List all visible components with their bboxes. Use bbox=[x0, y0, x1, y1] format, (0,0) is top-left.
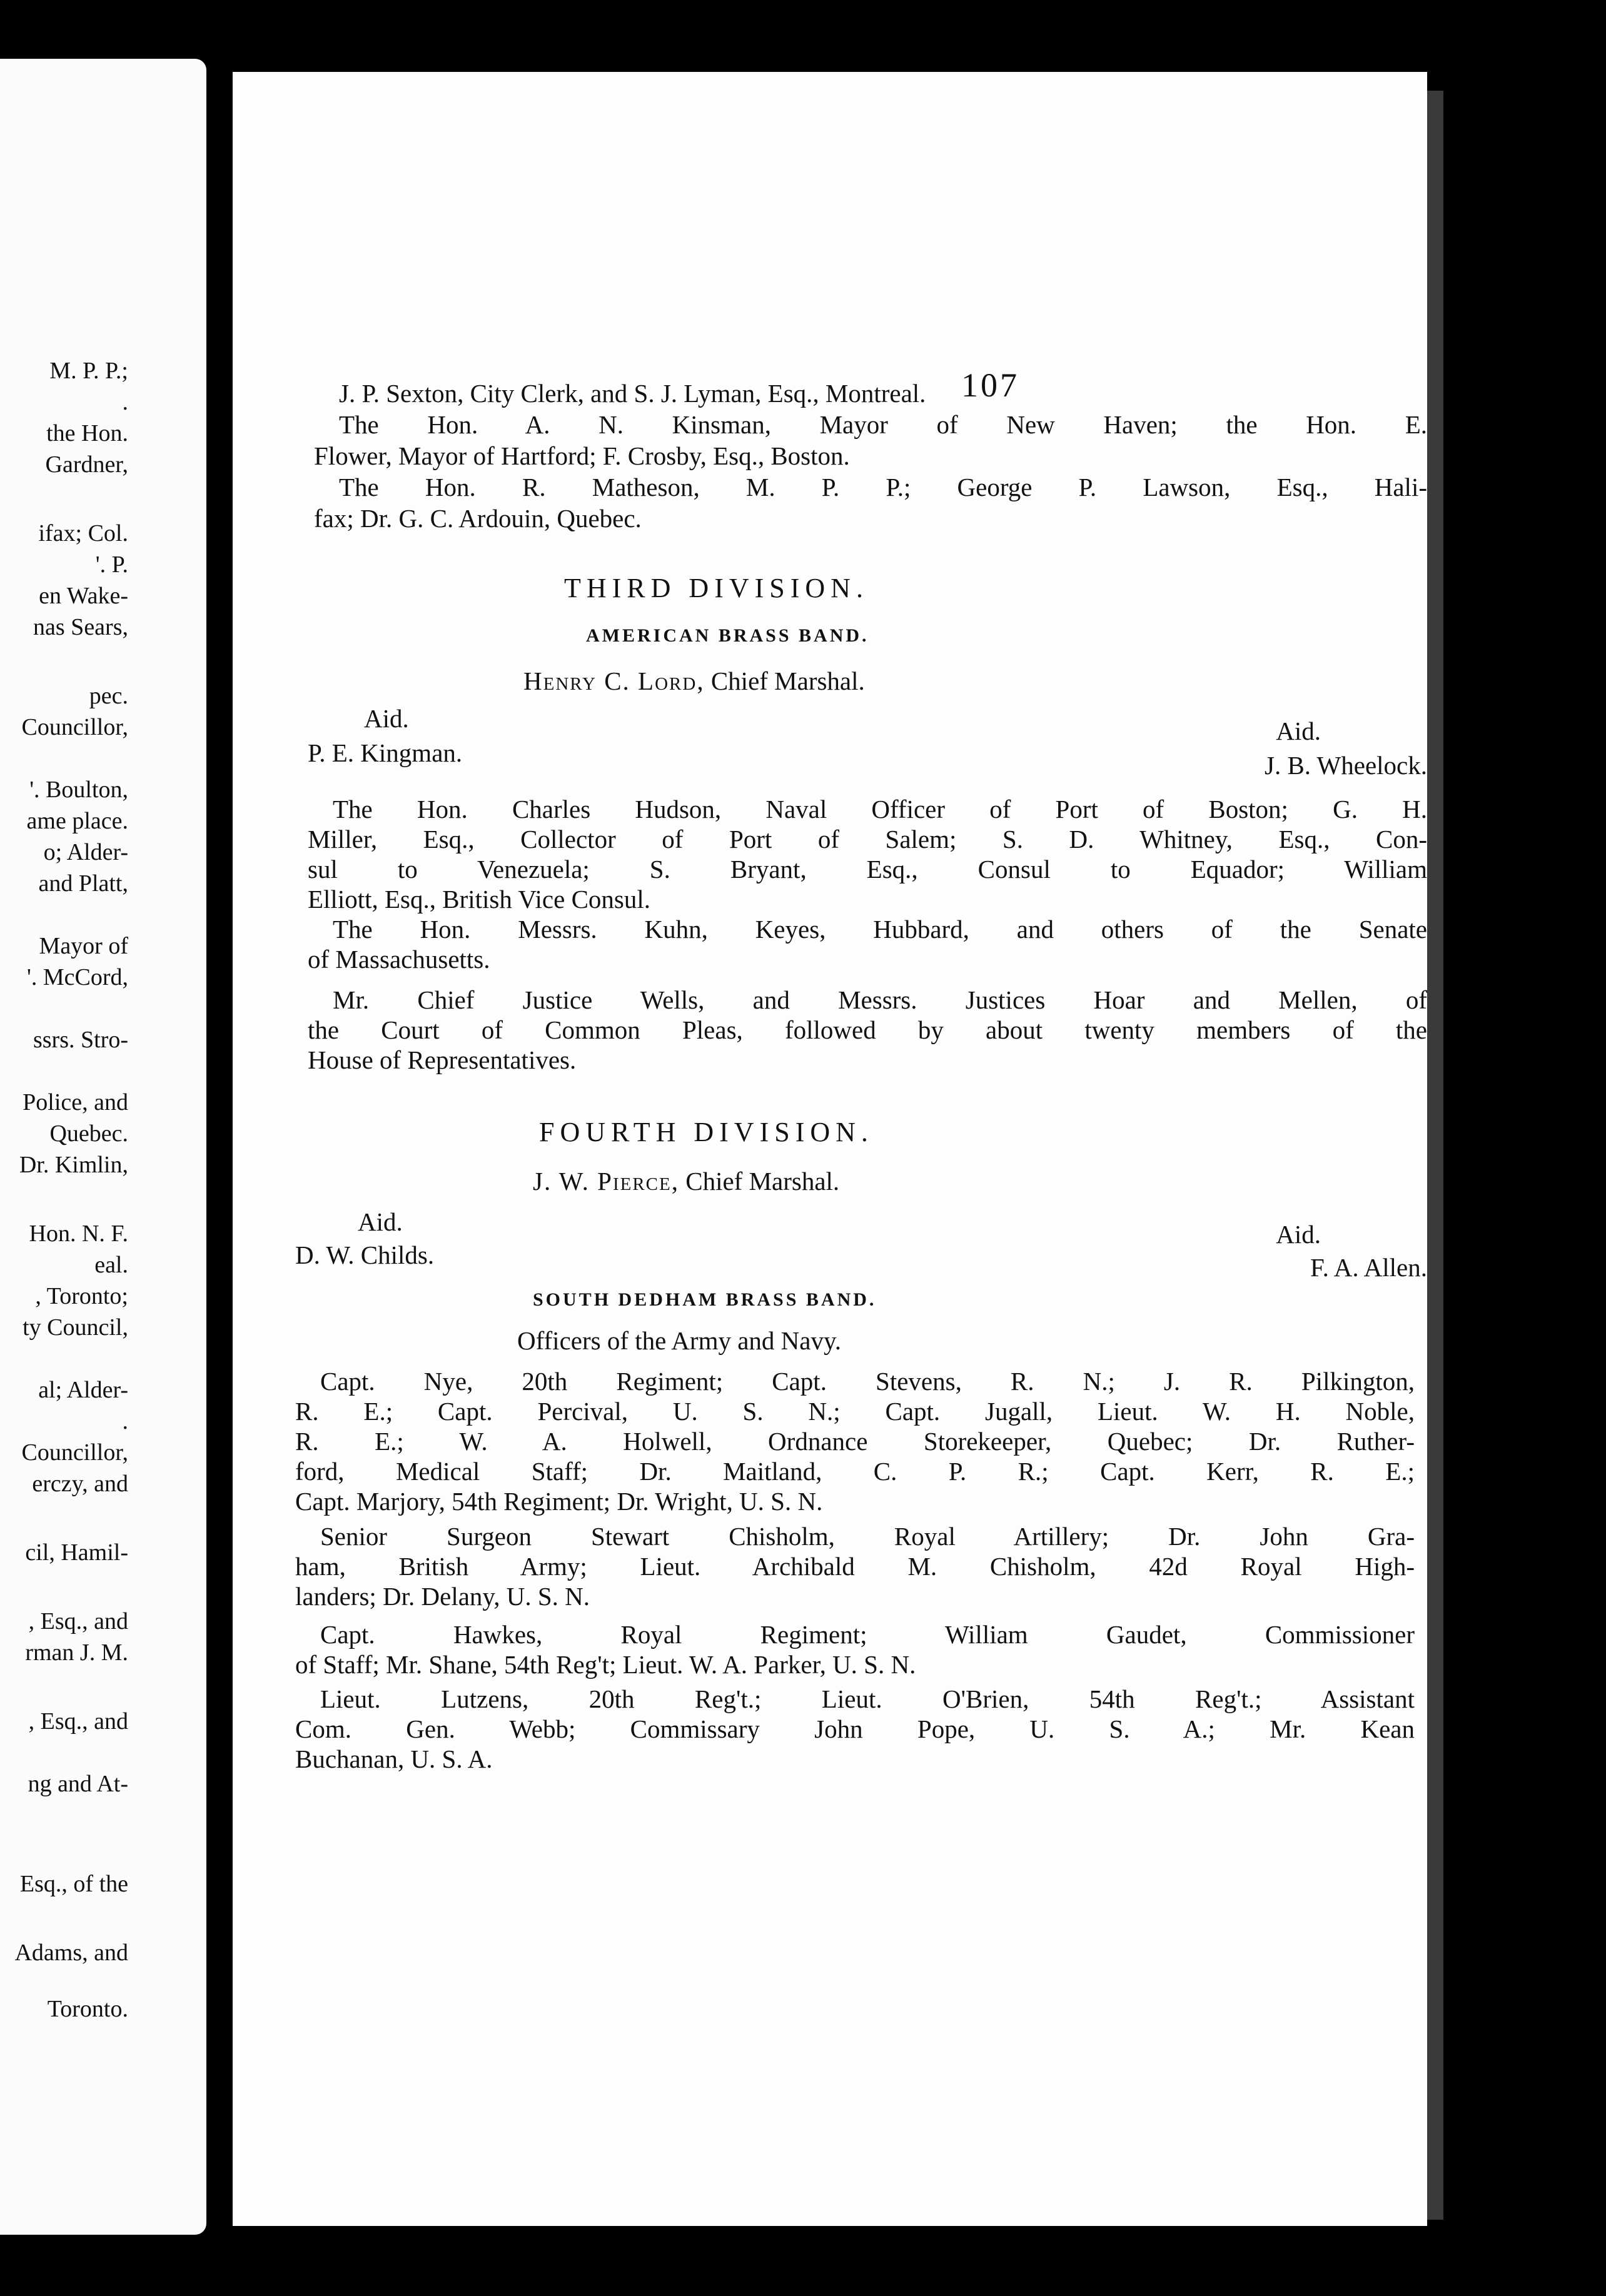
page-edge-shadow bbox=[1427, 91, 1443, 2220]
fourth-division-line: R. E.; Capt. Percival, U. S. N.; Capt. Jugall, Lieut. W. H. Noble, bbox=[295, 1397, 1415, 1426]
third-division-line: Elliott, Esq., British Vice Consul. bbox=[308, 885, 651, 914]
fourth-division-line: Capt. Marjory, 54th Regiment; Dr. Wright, U. S. N. bbox=[295, 1487, 823, 1516]
aid-label-right: Aid. bbox=[1276, 1220, 1321, 1249]
fourth-division-line: Com. Gen. Webb; Commissary John Pope, U. S. A.; Mr. Kean bbox=[295, 1714, 1415, 1743]
intro-line: Flower, Mayor of Hartford; F. Crosby, Esq., Boston. bbox=[314, 441, 850, 470]
intro-line: The Hon. R. Matheson, M. P. P.; George P. Lawson, Esq., Hali- bbox=[339, 473, 1427, 501]
left-page-line: the Hon. bbox=[46, 420, 128, 446]
left-page-line: Hon. N. F. bbox=[29, 1221, 128, 1247]
third-division-line: House of Representatives. bbox=[308, 1045, 577, 1074]
left-page-line: , Esq., and bbox=[28, 1708, 128, 1735]
third-division-line: the Court of Common Pleas, followed by about twenty members of the bbox=[308, 1015, 1427, 1044]
fourth-division-line: of Staff; Mr. Shane, 54th Reg't; Lieut. W. A. Parker, U. S. N. bbox=[295, 1650, 916, 1679]
left-page-line: eal. bbox=[94, 1252, 128, 1278]
left-page-line: Police, and bbox=[23, 1089, 128, 1115]
left-page-line: o; Alder- bbox=[43, 839, 128, 865]
left-page-line: '. P. bbox=[95, 551, 128, 578]
left-page-line: Mayor of bbox=[39, 933, 128, 959]
third-division-line: Mr. Chief Justice Wells, and Messrs. Justices Hoar and Mellen, of bbox=[333, 985, 1427, 1014]
third-division-heading: THIRD DIVISION. bbox=[564, 573, 869, 603]
left-page-line: erczy, and bbox=[32, 1471, 128, 1497]
fourth-division-line: Lieut. Lutzens, 20th Reg't.; Lieut. O'Brien, 54th Reg't.; Assistant bbox=[320, 1684, 1415, 1713]
marshal-title: Chief Marshal. bbox=[685, 1167, 840, 1196]
marshal-name: J. W. Pierce, bbox=[533, 1167, 679, 1196]
third-division-line: The Hon. Charles Hudson, Naval Officer of Port of Boston; G. H. bbox=[333, 795, 1427, 823]
third-division-line: of Massachusetts. bbox=[308, 945, 490, 974]
aid-label-right: Aid. bbox=[1276, 717, 1321, 745]
fourth-division-line: ford, Medical Staff; Dr. Maitland, C. P. R.; Capt. Kerr, R. E.; bbox=[295, 1457, 1415, 1486]
left-page-line: ssrs. Stro- bbox=[33, 1027, 128, 1053]
left-page-line: M. P. P.; bbox=[49, 358, 128, 384]
fourth-division-line: ham, British Army; Lieut. Archibald M. Chisholm, 42d Royal High- bbox=[295, 1552, 1415, 1581]
marshal-title: Chief Marshal. bbox=[710, 667, 865, 695]
left-page-line: Adams, and bbox=[14, 1940, 128, 1966]
aid-name-right: J. B. Wheelock. bbox=[1265, 751, 1427, 780]
fourth-division-band: SOUTH DEDHAM BRASS BAND. bbox=[533, 1289, 877, 1310]
left-page-line: Esq., of the bbox=[19, 1871, 128, 1897]
fourth-division-line: Capt. Nye, 20th Regiment; Capt. Stevens, R. N.; J. R. Pilkington, bbox=[320, 1367, 1415, 1396]
aid-label-left: Aid. bbox=[364, 704, 409, 733]
left-page-line: Toronto. bbox=[47, 1996, 128, 2022]
left-facing-page bbox=[0, 59, 206, 2235]
left-page-line: Councillor, bbox=[21, 1439, 128, 1466]
left-page-line: and Platt, bbox=[38, 870, 128, 897]
left-page-line: , Toronto; bbox=[35, 1283, 128, 1309]
left-page-line: '. McCord, bbox=[26, 964, 128, 990]
third-division-marshal bbox=[523, 666, 865, 696]
fourth-division-line: landers; Dr. Delany, U. S. N. bbox=[295, 1582, 590, 1611]
aid-label-left: Aid. bbox=[358, 1207, 403, 1236]
left-page-line: rman J. M. bbox=[25, 1639, 128, 1666]
intro-line: The Hon. A. N. Kinsman, Mayor of New Haven; the Hon. E. bbox=[339, 410, 1427, 439]
left-page-line: ame place. bbox=[26, 808, 128, 834]
left-page-line: Councillor, bbox=[21, 714, 128, 740]
fourth-division-line: Senior Surgeon Stewart Chisholm, Royal Artillery; Dr. John Gra- bbox=[320, 1522, 1415, 1551]
left-page-line: al; Alder- bbox=[38, 1377, 128, 1403]
intro-line: fax; Dr. G. C. Ardouin, Quebec. bbox=[314, 504, 642, 533]
fourth-division-line: Buchanan, U. S. A. bbox=[295, 1745, 493, 1773]
right-main-page bbox=[233, 72, 1427, 2226]
marshal-name: Henry C. Lord, bbox=[523, 667, 705, 695]
left-page-line: . bbox=[122, 1408, 128, 1434]
fourth-division-subheading: Officers of the Army and Navy. bbox=[517, 1326, 842, 1355]
fourth-division-heading: FOURTH DIVISION. bbox=[539, 1117, 874, 1147]
left-page-line: Gardner, bbox=[45, 451, 128, 478]
left-page-line: cil, Hamil- bbox=[25, 1539, 128, 1566]
aid-name-left: P. E. Kingman. bbox=[308, 738, 463, 767]
third-division-line: Miller, Esq., Collector of Port of Salem; S. D. Whitney, Esq., Con- bbox=[308, 825, 1427, 853]
left-page-line: pec. bbox=[89, 683, 128, 709]
third-division-line: The Hon. Messrs. Kuhn, Keyes, Hubbard, and others of the Senate bbox=[333, 915, 1427, 944]
left-page-line: ng and At- bbox=[28, 1771, 128, 1797]
left-page-line: '. Boulton, bbox=[29, 777, 128, 803]
fourth-division-marshal bbox=[533, 1166, 839, 1196]
third-division-line: sul to Venezuela; S. Bryant, Esq., Consul to Equador; William bbox=[308, 855, 1427, 884]
fourth-division-line: R. E.; W. A. Holwell, Ordnance Storekeeper, Quebec; Dr. Ruther- bbox=[295, 1427, 1415, 1456]
third-division-band: AMERICAN BRASS BAND. bbox=[586, 625, 869, 646]
fourth-division-line: Capt. Hawkes, Royal Regiment; William Gaudet, Commissioner bbox=[320, 1620, 1415, 1649]
left-page-line: ty Council, bbox=[23, 1314, 128, 1341]
left-page-line: , Esq., and bbox=[28, 1608, 128, 1634]
aid-name-right: F. A. Allen. bbox=[1310, 1253, 1427, 1282]
aid-name-left: D. W. Childs. bbox=[295, 1241, 435, 1269]
intro-line: J. P. Sexton, City Clerk, and S. J. Lyman, Esq., Montreal. bbox=[339, 379, 926, 408]
left-page-line: Quebec. bbox=[49, 1120, 128, 1147]
left-page-line: Dr. Kimlin, bbox=[19, 1152, 128, 1178]
left-page-line: en Wake- bbox=[39, 583, 128, 609]
left-page-line: . bbox=[122, 389, 128, 415]
left-page-line: nas Sears, bbox=[33, 614, 128, 640]
left-page-line: ifax; Col. bbox=[38, 520, 128, 546]
page-number: 107 bbox=[961, 366, 1019, 404]
